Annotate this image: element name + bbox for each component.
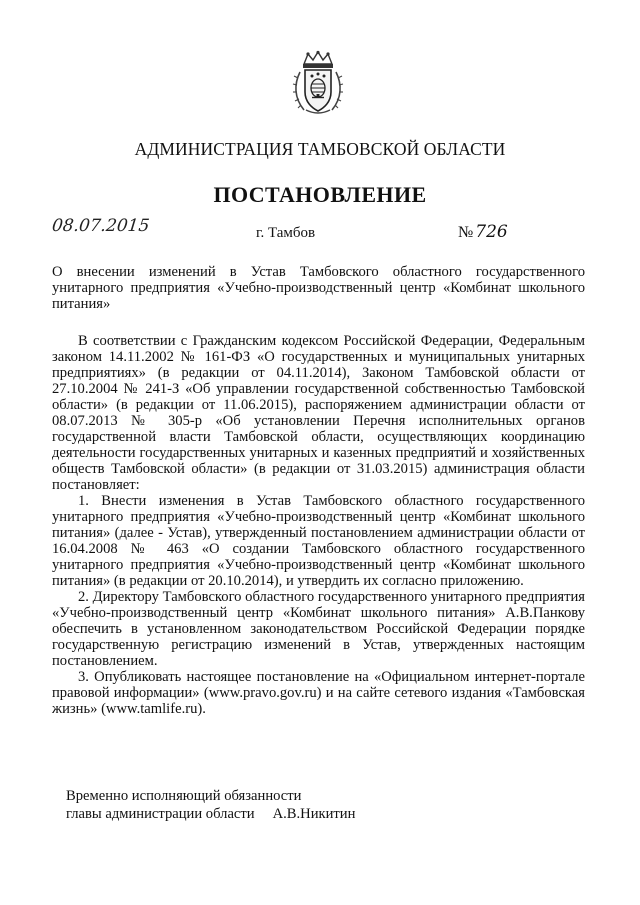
- document-number: [458, 222, 508, 242]
- document-date: 08.07.2015: [50, 216, 151, 236]
- signature-position: главы администрации области: [66, 806, 255, 822]
- clause-2-paragraph: 2. Директору Тамбовского областного государственного унитарного предприятия «Учебно-производственный центр «Комбинат школьного питания» А.В.Панкову обеспечить в установленном законодательством Российской Федерации порядке государственную регистрацию изменений в Устав, утвержденных настоящим постановлением.: [52, 589, 585, 669]
- coat-of-arms-icon: [292, 50, 344, 116]
- document-body: [52, 333, 585, 717]
- signature-position-line1: Временно исполняющий обязанности: [66, 788, 302, 804]
- clause-3-paragraph: 3. Опубликовать настоящее постановление на «Официальном интернет-портале правовой информации» (www.pravo.gov.ru) и на сайте сетевого издания «Тамбовская жизнь» (www.tamlife.ru).: [52, 669, 585, 717]
- number-value: 726: [475, 222, 508, 242]
- document-city: г. Тамбов: [256, 225, 316, 241]
- signatory-name: А.В.Никитин: [272, 806, 356, 822]
- preamble-paragraph: В соответствии с Гражданским кодексом Российской Федерации, Федеральным законом 14.11.2002 № 161-ФЗ «О государственных и муниципальных унитарных предприятиях» (в редакции от 04.11.2014), Законом Тамбовской области от 27.10.2004 № 241-З «Об управлении государственной собственностью Тамбовской области» (в редакции от 11.06.2015), распоряжением администрации области от 08.07.2013 № 305-р «Об установлении Перечня исполнительных органов государственной власти Тамбовской области, осуществляющих координацию деятельности государственных унитарных и казенных предприятий и хозяйственных обществ Тамбовской области» (в редакции от 31.03.2015) администрация области постановляет:: [52, 333, 585, 493]
- clause-1-paragraph: 1. Внести изменения в Устав Тамбовского областного государственного унитарного предприятия «Учебно-производственный центр «Комбинат школьного питания» (далее - Устав), утвержденный постановлением администрации области от 16.04.2008 № 463 «О создании Тамбовского областного государственного унитарного предприятия «Учебно-производственный центр «Комбинат школьного питания» (в редакции от 20.10.2014), и утвердить их согласно приложению.: [52, 493, 585, 589]
- document-type-title: ПОСТАНОВЛЕНИЕ: [213, 182, 427, 207]
- organization-title: АДМИНИСТРАЦИЯ ТАМБОВСКОЙ ОБЛАСТИ: [134, 139, 506, 159]
- signature-position-line2: [66, 805, 355, 823]
- number-sign: №: [458, 224, 474, 241]
- document-subject: О внесении изменений в Устав Тамбовского областного государственного унитарного предприятия «Учебно-производственный центр «Комбинат школьного питания»: [52, 264, 585, 312]
- signature-block: [66, 787, 355, 823]
